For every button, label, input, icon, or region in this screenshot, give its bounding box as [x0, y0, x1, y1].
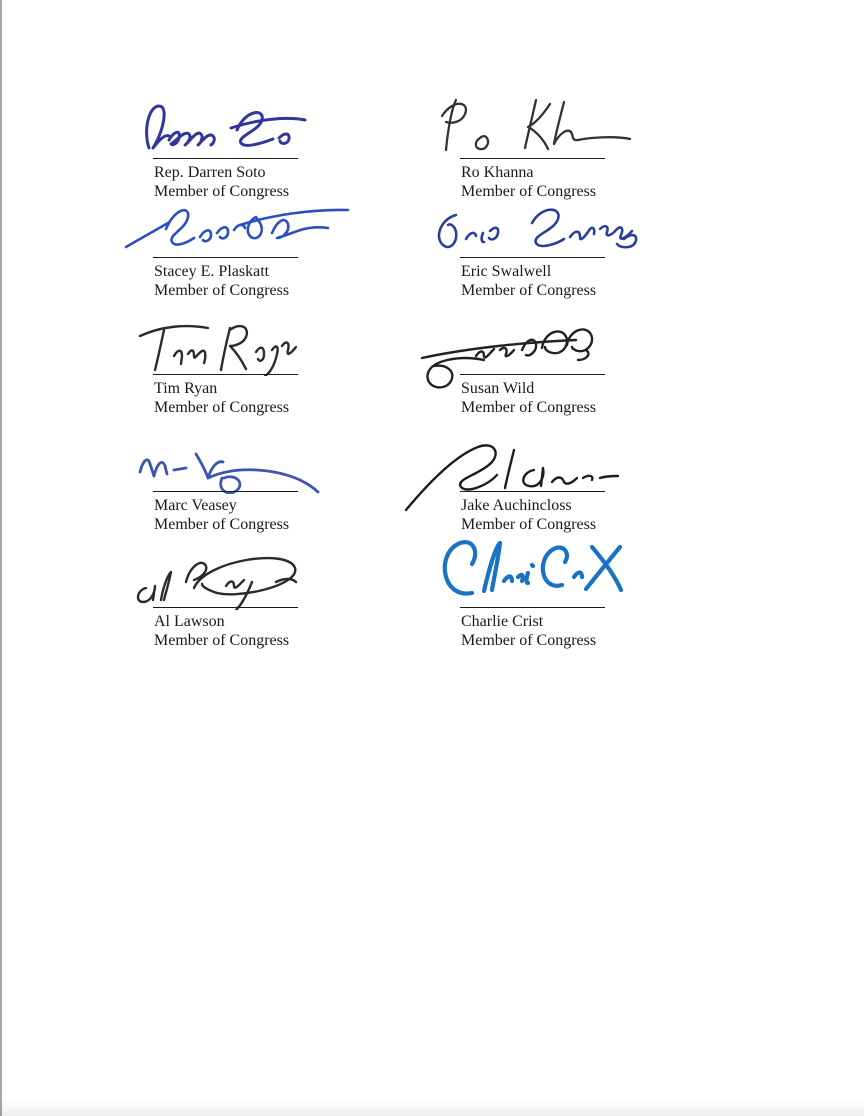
signatory-name: Stacey E. Plaskatt	[154, 263, 270, 280]
signature-ink-eric-swalwell	[428, 201, 640, 259]
signature-ink-al-lawson	[128, 546, 308, 610]
signature-ink-stacey-plaskatt	[122, 197, 352, 259]
signatory-name: Jake Auchincloss	[461, 497, 572, 514]
signature-line	[153, 158, 298, 159]
signatory-name: Susan Wild	[461, 380, 535, 397]
signature-line	[153, 491, 298, 492]
signatory-title: Member of Congress	[154, 516, 290, 533]
signature-line	[460, 374, 605, 375]
signatory-name: Marc Veasey	[154, 497, 237, 514]
signature-ink-marc-veasey	[130, 440, 320, 494]
signature-line	[153, 257, 298, 258]
signature-ink-charlie-crist	[428, 533, 623, 609]
signatory-name: Rep. Darren Soto	[154, 164, 266, 181]
signature-ink-ro-khanna	[432, 92, 637, 160]
signatory-name: Ro Khanna	[461, 164, 534, 181]
signatory-title: Member of Congress	[461, 183, 597, 200]
signatory-title: Member of Congress	[461, 282, 597, 299]
signature-ink-darren-soto	[135, 96, 310, 160]
signatory-title: Member of Congress	[154, 632, 290, 649]
signature-line	[153, 374, 298, 375]
page-bottom-shadow	[0, 1100, 864, 1116]
signatory-name: Eric Swalwell	[461, 263, 552, 280]
signatory-title: Member of Congress	[461, 632, 597, 649]
signature-line	[460, 158, 605, 159]
signatory-title: Member of Congress	[154, 282, 290, 299]
signature-line	[153, 607, 298, 608]
signatory-name: Al Lawson	[154, 613, 225, 630]
signature-line	[460, 607, 605, 608]
signatory-name: Charlie Crist	[461, 613, 544, 630]
signatory-title: Member of Congress	[154, 183, 290, 200]
signatory-name: Tim Ryan	[154, 380, 218, 397]
signatory-title: Member of Congress	[461, 516, 597, 533]
signatory-title: Member of Congress	[154, 399, 290, 416]
page-left-edge	[0, 0, 2, 1116]
signatory-title: Member of Congress	[461, 399, 597, 416]
signature-ink-tim-ryan	[132, 314, 297, 376]
signature-line	[460, 257, 605, 258]
signature-line	[460, 491, 605, 492]
